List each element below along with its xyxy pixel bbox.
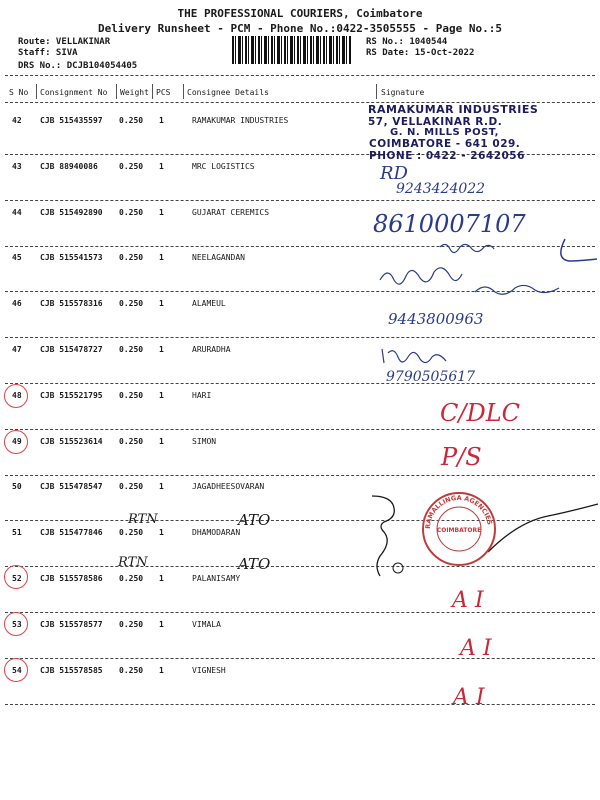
rs-number: RS No.: 1040544 <box>366 37 448 47</box>
row-divider <box>5 704 595 705</box>
row-cn: CJB 515578585 <box>40 666 103 675</box>
stamp-line: 57, VELLAKINAR R.D. <box>368 116 503 128</box>
circle-mark <box>4 658 28 682</box>
row-sno: 48 <box>12 391 22 400</box>
circle-mark <box>4 384 28 408</box>
handwritten-ato: ATO <box>238 555 271 573</box>
row-cn: CJB 515521795 <box>40 391 103 400</box>
row-sno: 52 <box>12 574 22 583</box>
row-weight: 0.250 <box>119 482 144 491</box>
seal-city: COIMBATORE <box>436 527 482 534</box>
circle-mark <box>4 565 28 589</box>
col-divider <box>376 84 377 99</box>
route-label: Route: VELLAKINAR <box>18 37 111 47</box>
handwritten-phone: 8610007107 <box>373 210 526 238</box>
row-divider <box>5 337 595 338</box>
handwritten-phone: 9790505617 <box>386 369 476 385</box>
row-pcs: 1 <box>159 666 164 675</box>
row-pcs: 1 <box>159 574 164 583</box>
handwritten-rtn: RTN <box>128 512 158 527</box>
row-weight: 0.250 <box>119 345 144 354</box>
circle-mark <box>4 430 28 454</box>
row-sno: 45 <box>12 253 22 262</box>
row-pcs: 1 <box>159 437 164 446</box>
col-divider <box>152 84 153 99</box>
row-consignee: HARI <box>192 391 212 400</box>
col-signature: Signature <box>381 88 425 97</box>
row-cn: CJB 515578586 <box>40 574 103 583</box>
handwritten-initials: RD <box>380 163 408 184</box>
row-weight: 0.250 <box>119 116 144 125</box>
row-sno: 47 <box>12 345 22 354</box>
row-divider <box>5 429 595 430</box>
col-divider <box>36 84 37 99</box>
col-consignment: Consignment No <box>40 88 108 97</box>
staff-label: Staff: SIVA <box>18 48 78 58</box>
row-sno: 43 <box>12 162 22 171</box>
circle-mark <box>4 612 28 636</box>
row-weight: 0.250 <box>119 253 144 262</box>
row-pcs: 1 <box>159 162 164 171</box>
handwritten-phone: 9443800963 <box>388 310 484 328</box>
row-consignee: GUJARAT CEREMICS <box>192 208 270 217</box>
row-weight: 0.250 <box>119 666 144 675</box>
row-consignee: ALAMEUL <box>192 299 226 308</box>
stamp-line: G. N. MILLS POST, <box>390 127 499 138</box>
row-cn: CJB 515541573 <box>40 253 103 262</box>
row-sno: 54 <box>12 666 22 675</box>
svg-text:RAMALLINGA AGENCIES PRIVATE LT <box>417 484 494 529</box>
row-pcs: 1 <box>159 528 164 537</box>
signature-scribble <box>380 345 470 367</box>
row-divider <box>5 475 595 476</box>
rs-date: RS Date: 15-Oct-2022 <box>366 48 475 58</box>
row-cn: CJB 515523614 <box>40 437 103 446</box>
row-divider <box>5 612 595 613</box>
row-sno: 49 <box>12 437 22 446</box>
row-sno: 46 <box>12 299 22 308</box>
col-sno: S No <box>9 88 29 97</box>
row-consignee: JAGADHEESOVARAN <box>192 482 265 491</box>
row-divider <box>5 383 595 384</box>
row-weight: 0.250 <box>119 162 144 171</box>
divider <box>5 75 595 76</box>
row-sno: 44 <box>12 208 22 217</box>
row-cn: CJB 515435597 <box>40 116 103 125</box>
row-pcs: 1 <box>159 482 164 491</box>
row-sno: 51 <box>12 528 22 537</box>
row-sno: 53 <box>12 620 22 629</box>
handwritten-note: A I <box>453 685 485 710</box>
row-weight: 0.250 <box>119 528 144 537</box>
col-pcs: PCS <box>156 88 171 97</box>
col-consignee: Consignee Details <box>187 88 269 97</box>
handwritten-note: A I <box>460 636 492 661</box>
row-consignee: RAMAKUMAR INDUSTRIES <box>192 116 289 125</box>
row-weight: 0.250 <box>119 620 144 629</box>
row-cn: CJB 515492890 <box>40 208 103 217</box>
row-pcs: 1 <box>159 620 164 629</box>
handwritten-phone: 9243424022 <box>396 181 486 197</box>
row-consignee: VIMALA <box>192 620 221 629</box>
page-subtitle: Delivery Runsheet - PCM - Phone No.:0422-3505555 - Page No.:5 <box>98 22 502 35</box>
row-pcs: 1 <box>159 391 164 400</box>
row-cn: CJB 515478727 <box>40 345 103 354</box>
row-consignee: PALANISAMY <box>192 574 241 583</box>
col-divider <box>116 84 117 99</box>
row-weight: 0.250 <box>119 208 144 217</box>
row-pcs: 1 <box>159 253 164 262</box>
barcode <box>232 36 352 64</box>
signature-scribble <box>375 262 595 302</box>
handwritten-note: A I <box>452 588 484 613</box>
row-consignee: MRC LOGISTICS <box>192 162 255 171</box>
row-pcs: 1 <box>159 299 164 308</box>
handwritten-ato: ATO <box>238 511 271 529</box>
row-cn: CJB 515578577 <box>40 620 103 629</box>
row-cn: CJB 515578316 <box>40 299 103 308</box>
row-cn: CJB 515478547 <box>40 482 103 491</box>
row-pcs: 1 <box>159 116 164 125</box>
handwritten-rtn: RTN <box>118 555 148 570</box>
row-consignee: VIGNESH <box>192 666 226 675</box>
row-weight: 0.250 <box>119 437 144 446</box>
row-consignee: SIMON <box>192 437 217 446</box>
handwritten-note: P/S <box>441 443 482 471</box>
page-title: THE PROFESSIONAL COURIERS, Coimbatore <box>177 7 423 20</box>
company-seal <box>417 484 498 568</box>
drs-number: DRS No.: DCJB104054405 <box>18 61 138 71</box>
row-cn: CJB 88940086 <box>40 162 98 171</box>
row-consignee: NEELAGANDAN <box>192 253 245 262</box>
seal-text: RAMALLINGA AGENCIES PRIVATE LTD <box>417 484 494 530</box>
stamp-line: RAMAKUMAR INDUSTRIES <box>368 103 539 116</box>
row-weight: 0.250 <box>119 391 144 400</box>
row-divider <box>5 200 595 201</box>
stamp-line: PHONE : 0422 - 2642056 <box>369 150 525 162</box>
row-pcs: 1 <box>159 345 164 354</box>
row-divider <box>5 658 595 659</box>
row-pcs: 1 <box>159 208 164 217</box>
handwritten-note: C/DLC <box>440 399 520 427</box>
stamp-line: COIMBATORE - 641 029. <box>369 138 521 150</box>
col-divider <box>183 84 184 99</box>
row-consignee: DHAMODARAN <box>192 528 241 537</box>
row-consignee: ARURADHA <box>192 345 231 354</box>
row-weight: 0.250 <box>119 299 144 308</box>
row-sno: 42 <box>12 116 22 125</box>
row-weight: 0.250 <box>119 574 144 583</box>
col-weight: Weight <box>120 88 149 97</box>
row-cn: CJB 515477846 <box>40 528 103 537</box>
row-sno: 50 <box>12 482 22 491</box>
